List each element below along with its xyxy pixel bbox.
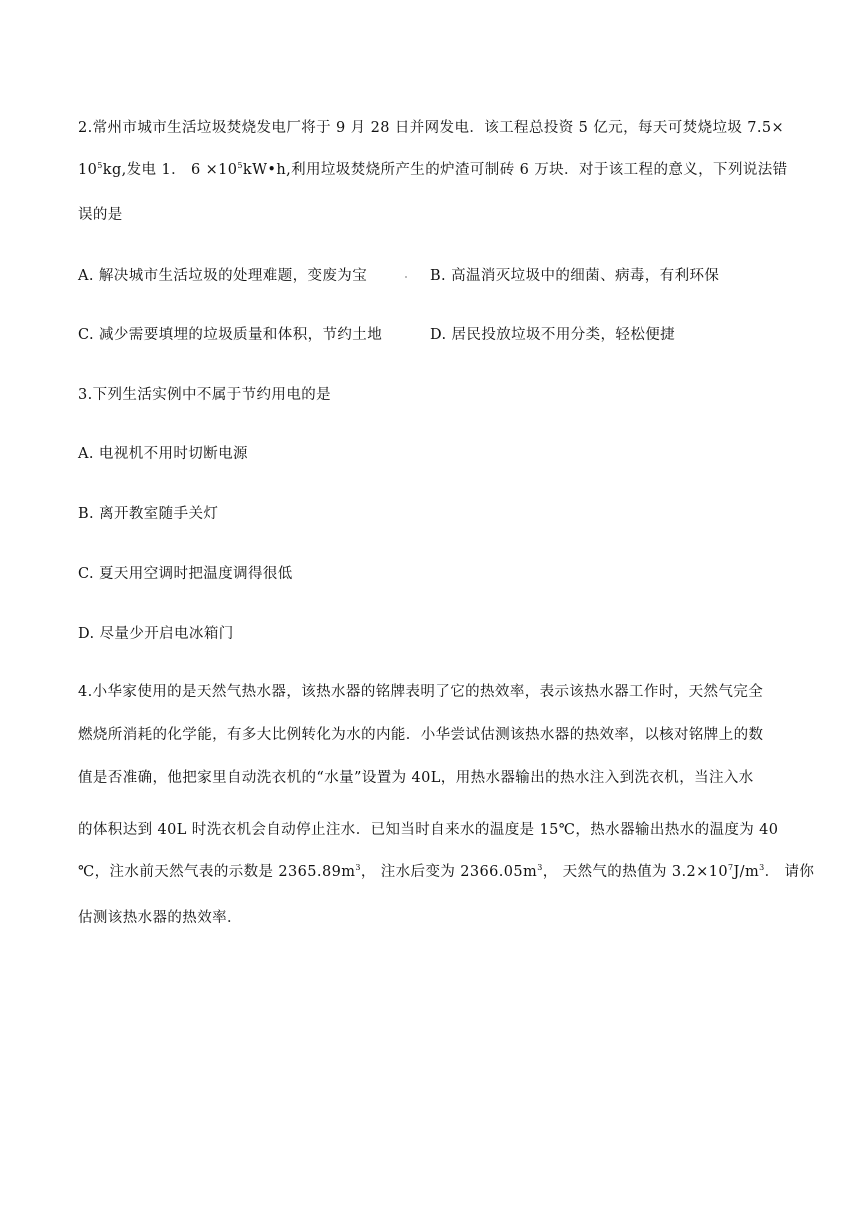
q2-text: kg,发电 1． 6 ×10: [102, 162, 238, 178]
q2-stem-line-3: 误的是: [78, 207, 123, 223]
q2-stem-line-2: [78, 160, 788, 180]
q2-superscript: 5: [237, 161, 243, 171]
q4-stem-line-6: 估测该热水器的热效率．: [78, 910, 242, 926]
q4-text: J/m: [733, 864, 760, 880]
q2-text: kW•h,利用垃圾焚烧所产生的炉渣可制砖 6 万块．对于该工程的意义，下列说法错: [242, 162, 788, 178]
q4-stem-line-4: 的体积达到 40L 时洗衣机会自动停止注水．已知当时自来水的温度是 15℃，热水器输出热水的温度为 40: [78, 822, 779, 838]
q2-option-d[interactable]: D. 居民投放垃圾不用分类，轻松便捷: [430, 327, 676, 343]
stray-dot: [405, 276, 407, 278]
q3-option-a[interactable]: A. 电视机不用时切断电源: [78, 446, 248, 462]
q2-stem-line-1: 2.常州市城市生活垃圾焚烧发电厂将于 9 月 28 日并网发电．该工程总投资 5 亿元，每天可焚烧垃圾 7.5×: [78, 120, 785, 136]
q3-option-d[interactable]: D. 尽量少开启电冰箱门: [78, 626, 234, 642]
q4-stem-line-1: 4.小华家使用的是天然气热水器，该热水器的铭牌表明了它的热效率，表示该热水器工作时，天然气完全: [78, 684, 764, 700]
q4-text: ， 注水后变为 2366.05m: [360, 864, 538, 880]
q3-option-b[interactable]: B. 离开教室随手关灯: [78, 506, 219, 522]
q2-option-c[interactable]: C. 减少需要填埋的垃圾质量和体积，节约土地: [78, 327, 383, 343]
q4-stem-line-3: 值是否准确，他把家里自动洗衣机的“水量”设置为 40L，用热水器输出的热水注入到洗衣机，当注入水: [78, 770, 754, 786]
q4-superscript: 3: [537, 863, 543, 873]
q4-text: ． 请你: [764, 864, 815, 880]
q2-option-a[interactable]: A. 解决城市生活垃圾的处理难题，变废为宝: [78, 268, 368, 284]
q2-option-b[interactable]: B. 高温消灭垃圾中的细菌、病毒，有利环保: [430, 268, 720, 284]
q4-text: ， 天然气的热值为 3.2×10: [542, 864, 728, 880]
q2-superscript: 5: [97, 161, 103, 171]
q4-superscript: 3: [759, 863, 765, 873]
q4-stem-line-5: [78, 862, 814, 882]
q4-text: ℃，注水前天然气表的示数是 2365.89m: [78, 864, 356, 880]
q4-superscript: 3: [355, 863, 361, 873]
q2-text: 10: [78, 162, 98, 178]
q3-option-c[interactable]: C. 夏天用空调时把温度调得很低: [78, 566, 293, 582]
q3-stem: 3.下列生活实例中不属于节约用电的是: [78, 387, 332, 403]
q4-stem-line-2: 燃烧所消耗的化学能，有多大比例转化为水的内能．小华尝试估测该热水器的热效率，以核对铭牌上的数: [78, 727, 764, 743]
q4-superscript: 7: [727, 863, 734, 873]
